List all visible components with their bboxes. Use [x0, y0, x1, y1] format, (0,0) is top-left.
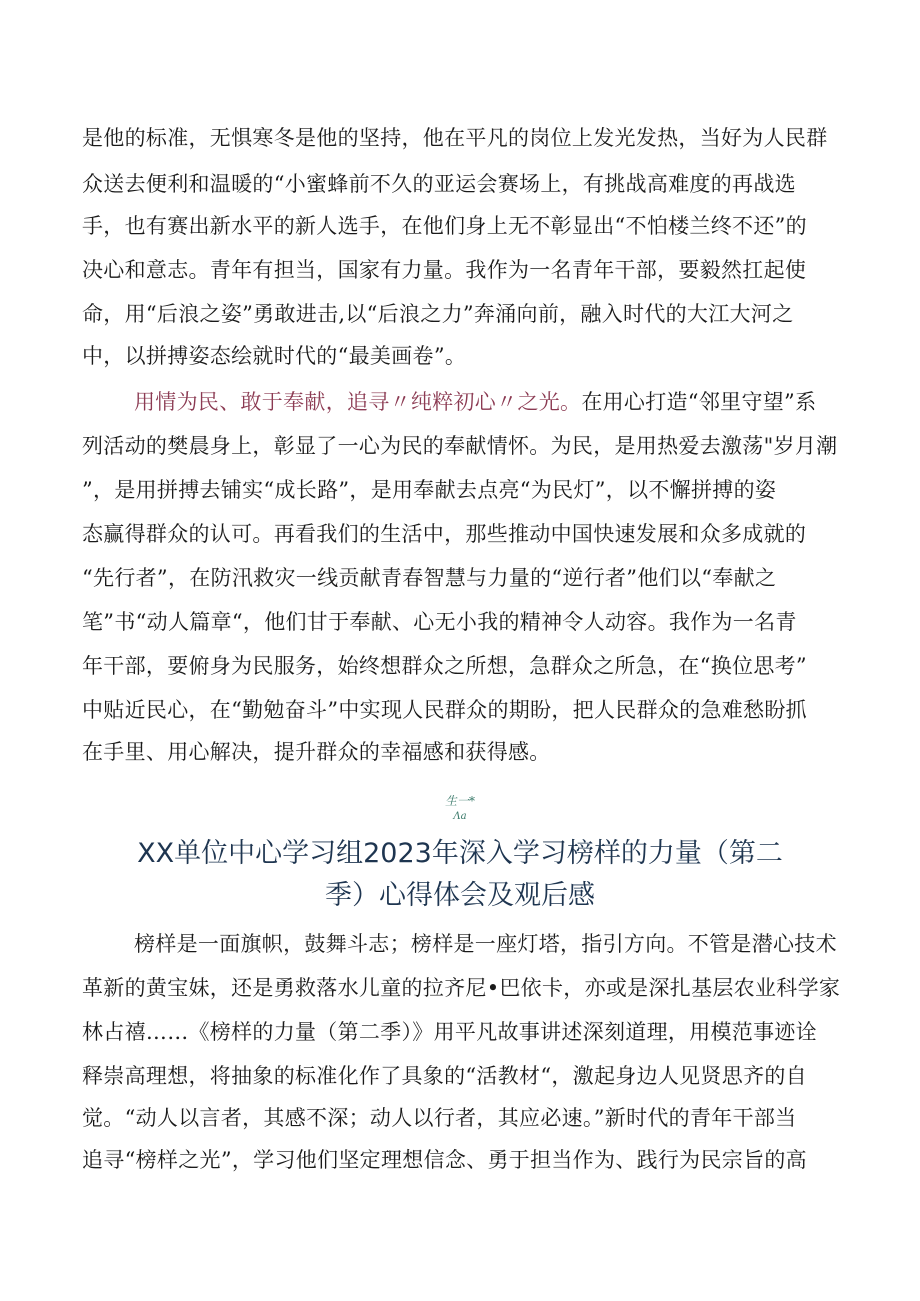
section-heading: 用情为民、敢于奉献，追寻〃纯粹初心〃之光。 [134, 390, 582, 414]
document-title-line2: 季）心得体会及观后感 [325, 880, 595, 911]
paragraph-line: “先行者”，在防汛救灾一线贡献青春智慧与力量的“逆行者”他们以“奉献之 [82, 566, 777, 590]
paragraph-text: 在用心打造“邻里守望”系 [581, 390, 817, 414]
paragraph-line: 觉。“动人以言者，其感不深；动人以行者，其应必速。”新时代的青年干部当 [82, 1106, 797, 1130]
paragraph-line: 追寻“榜样之光”，学习他们坚定理想信念、勇于担当作为、践行为民宗旨的高 [82, 1148, 807, 1172]
document-title-line1: XX单位中心学习组2023年深入学习榜样的力量（第二 [137, 838, 783, 869]
paragraph-line: 在手里、用心解决，提升群众的幸福感和获得感。 [82, 740, 551, 764]
paragraph-first-line [134, 388, 816, 416]
paragraph-line: 手，也有赛出新水平的新人选手，在他们身上无不彰显出“不怕楼兰终不还”的 [82, 214, 807, 238]
paragraph-line: 决心和意志。青年有担当，国家有力量。我作为一名青年干部，要毅然扛起使 [82, 258, 807, 282]
paragraph-line: 命，用“后浪之姿”勇敢进击,以“后浪之力”奔涌向前，融入时代的大江大河之 [82, 302, 794, 326]
paragraph-line: 态赢得群众的认可。再看我们的生活中，那些推动中国快速发展和众多成就的 [82, 522, 807, 546]
paragraph-line: 笔”书“动人篇章“，他们甘于奉献、心无小我的精神令人动容。我作为一名青 [82, 610, 797, 634]
paragraph-line: 众送去便利和温暖的“小蜜蜂前不久的亚运会赛场上，有挑战高难度的再战选 [82, 172, 796, 196]
paragraph-line: 革新的黄宝妹，还是勇救落水儿童的拉齐尼•巴依卡，亦或是深扎基层农业科学家 [82, 976, 841, 1000]
paragraph-line: 列活动的樊晨身上，彰显了一心为民的奉献情怀。为民，是用热爱去激荡"岁月潮 [82, 434, 838, 458]
paragraph-line: 年干部，要俯身为民服务，始终想群众之所想，急群众之所急，在“换位思考” [82, 654, 807, 678]
paragraph-line: ”，是用拼搏去铺实“成长路”，是用奉献去点亮“为民灯”，以不懈拼搏的姿 [82, 478, 777, 502]
paragraph-line: 是他的标准，无惧寒冬是他的坚持，他在平凡的岗位上发光发热，当好为人民群 [82, 126, 828, 150]
divider-mark-bottom: Λa [453, 811, 467, 822]
paragraph-line: 中贴近民心，在“勤勉奋斗”中实现人民群众的期盼，把人民群众的急难愁盼抓 [82, 698, 807, 722]
divider-mark-top: 生一* [444, 794, 475, 808]
paragraph-first-line: 榜样是一面旗帜，鼓舞斗志；榜样是一座灯塔，指引方向。不管是潜心技术 [134, 932, 837, 956]
paragraph-line: 林占禧……《榜样的力量（第二季）》用平凡故事讲述深刻道理，用模范事迹诠 [82, 1020, 817, 1044]
paragraph-line: 中，以拼搏姿态绘就时代的“最美画卷”。 [82, 344, 467, 368]
paragraph-line: 释崇高理想，将抽象的标准化作了具象的“活教材“，激起身边人见贤思齐的自 [82, 1064, 807, 1088]
